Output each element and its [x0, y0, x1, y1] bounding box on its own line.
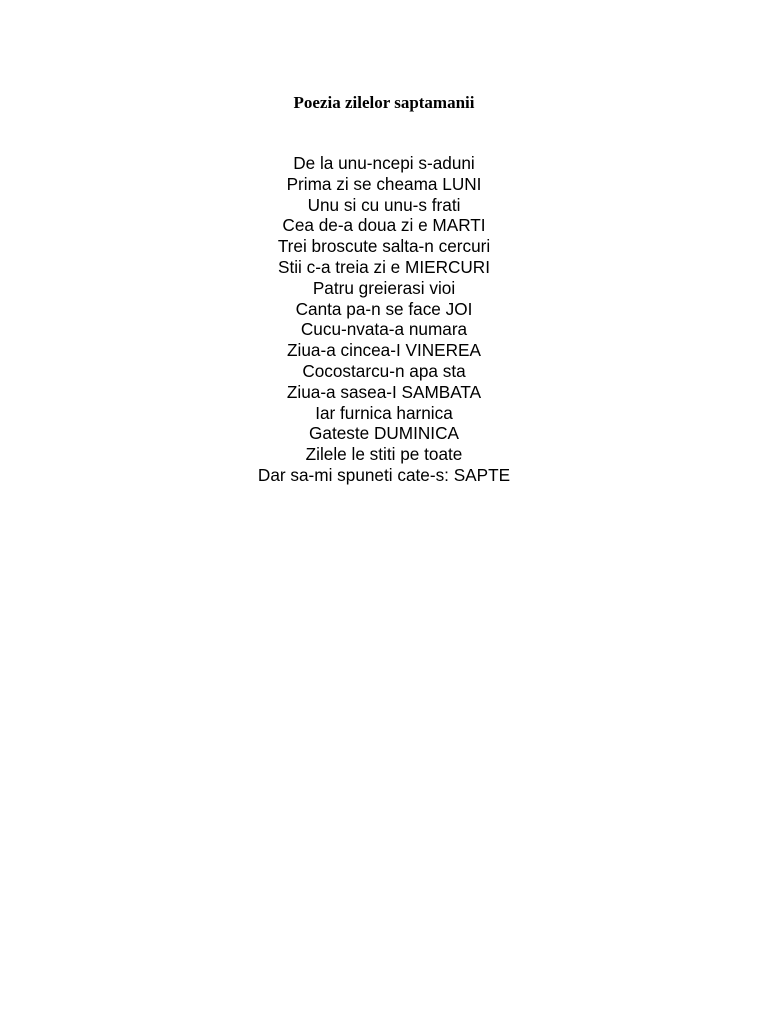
poem-line: Cocostarcu-n apa sta — [302, 360, 466, 381]
poem-line: De la unu-ncepi s-aduni — [293, 153, 475, 173]
poem-line: Zilele le stiti pe toate — [305, 444, 463, 465]
poem-line: Ziua-a sasea-I SAMBATA — [286, 381, 482, 402]
poem-line: Cucu-nvata-a numara — [300, 319, 468, 340]
poem-line: Dar sa-mi spuneti cate-s: SAPTE — [257, 464, 511, 485]
poem-line: Patru greierasi vioi — [312, 277, 456, 298]
poem-line: Iar furnica harnica — [315, 402, 453, 423]
poem-line: Cea de-a doua zi e MARTI — [282, 215, 486, 236]
poem-line: Ziua-a cincea-I VINEREA — [287, 340, 481, 361]
poem-line: Prima zi se cheama LUNI — [286, 173, 482, 194]
poem-line: Gateste DUMINICA — [309, 423, 459, 444]
poem-line: Canta pa-n se face JOI — [295, 298, 473, 319]
poem-line: Trei broscute salta-n cercuri — [277, 236, 491, 257]
poem-line: Stii c-a treia zi e MIERCURI — [277, 256, 490, 277]
poem-title: Poezia zilelor saptamanii — [293, 93, 475, 112]
poem-body — [0, 153, 768, 486]
poem-line: Unu si cu unu-s frati — [307, 194, 461, 215]
